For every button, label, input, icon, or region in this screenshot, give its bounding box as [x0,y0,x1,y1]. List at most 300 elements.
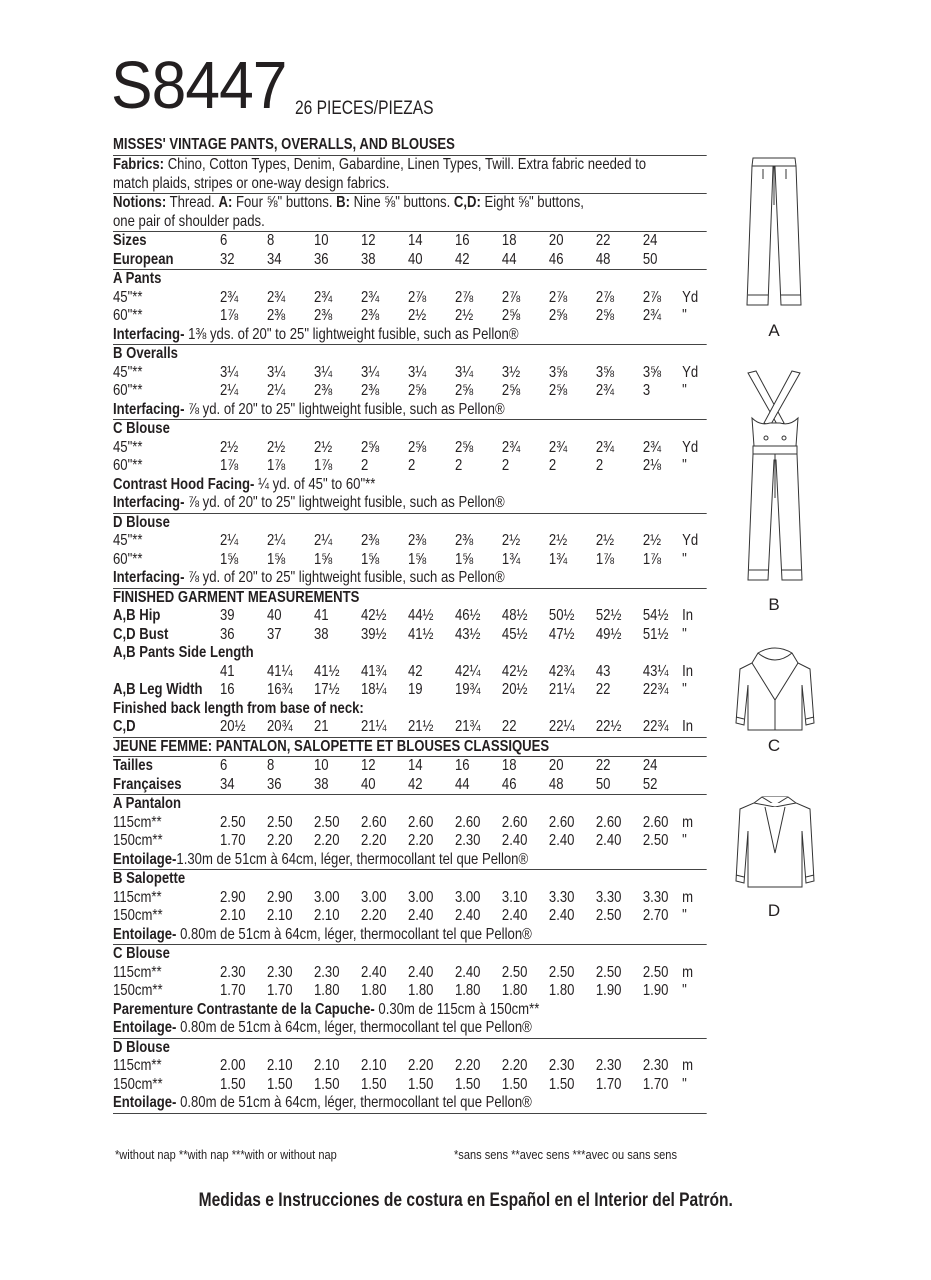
table-cell: 1.80 [407,982,434,999]
table-cell: 44 [501,250,517,268]
text-segment: Nine ⅝" buttons. [350,194,454,211]
table-cell: 2.70 [642,907,669,924]
chart-section [113,231,707,269]
table-cell: 1⅞ [266,457,286,474]
unit-label: Yd [682,363,699,381]
table-cell: 2.10 [266,907,293,924]
table-cell: 2⅞ [642,288,662,306]
table-cell: 36 [266,775,282,793]
row-label: 115cm** [113,813,162,831]
table-cell: 2.40 [501,832,528,849]
text-line [113,945,707,964]
table-cell: 41 [220,662,235,680]
table-row [113,1057,707,1076]
row-label: C,D [113,718,136,735]
unit-label: In [682,662,694,680]
table-cell: 40 [360,775,376,793]
text-line [113,851,707,870]
row-label: 45"** [113,438,143,456]
table-cell: 2¾ [548,438,568,456]
table-cell: 21¼ [548,681,575,698]
table-cell: 44½ [407,607,434,624]
bold-label: D Blouse [113,513,170,531]
text-line [113,194,707,213]
text-segment: Thread. [166,194,219,211]
table-cell: 2⅝ [548,307,568,324]
text-segment: 0.30m de 115cm à 150cm** [374,1000,540,1018]
table-cell: 2⅝ [595,307,615,324]
table-row [113,814,707,833]
bold-label: FINISHED GARMENT MEASUREMENTS [113,588,360,606]
table-cell: 1⅞ [313,457,333,474]
row-label: 150cm** [113,907,163,924]
row-label: 60"** [113,307,143,324]
row-label: C,D Bust [113,625,169,643]
table-cell: 49½ [595,625,622,643]
text-segment: 0.80m de 51cm à 64cm, léger, thermocollant tel que Pellon® [176,925,532,943]
table-cell: 3¼ [454,363,474,381]
text-line [113,700,707,719]
chart-section [113,155,707,193]
table-cell: 3.30 [548,888,575,906]
table-cell: 6 [220,757,228,774]
table-cell: 14 [407,232,423,249]
table-cell: 2.20 [454,1057,481,1074]
unit-label: " [682,457,687,474]
table-cell: 2.10 [266,1057,293,1074]
table-cell: 51½ [642,625,669,643]
table-row [113,889,707,908]
table-cell: 2.30 [548,1057,575,1074]
table-cell: 6 [220,232,228,249]
row-label: 45"** [113,363,143,381]
table-cell: 22½ [595,718,622,735]
view-label-c: C [767,736,781,755]
table-cell: 2½ [220,438,239,456]
table-cell: 2⅝ [454,382,474,399]
table-cell: 38 [313,775,329,793]
table-cell: 1.50 [548,1075,575,1093]
table-cell: 52½ [595,607,622,624]
row-label: A,B Hip [113,607,161,624]
table-cell: 1.80 [360,982,387,999]
table-row [113,982,707,1001]
chart-section [113,269,707,344]
bold-label: Entoilage- [113,850,177,868]
table-cell: 2⅞ [595,288,615,306]
table-cell: 50 [595,775,611,793]
table-cell: 2⅜ [266,307,286,324]
table-cell: 18 [501,232,517,249]
text-segment: ¼ yd. of 45" to 60"** [254,475,376,493]
table-cell: 37 [266,625,282,643]
table-cell: 2.60 [407,813,434,831]
table-cell: 1⅝ [313,550,333,568]
bold-label: A Pants [113,270,162,287]
table-cell: 22¾ [642,718,669,735]
table-row [113,457,707,476]
table-cell: 2½ [642,532,662,549]
table-cell: 24 [642,757,658,774]
unit-label: " [682,1075,687,1093]
bold-label: Finished back length from base of neck: [113,699,364,717]
text-segment: ⅞ yd. of 20" to 25" lightweight fusible, such as Pellon® [184,494,505,511]
table-cell: 22¾ [642,681,669,698]
table-cell: 2.50 [548,963,575,981]
unit-label: m [682,888,694,906]
table-cell: 10 [313,757,329,774]
text-line [113,345,707,364]
table-cell: 46 [548,250,564,268]
text-segment: 0.80m de 51cm à 64cm, léger, thermocollant tel que Pellon® [176,1019,532,1036]
table-cell: 2.60 [642,813,669,831]
bold-label: A: [218,194,233,211]
table-cell: 1⅝ [407,550,427,568]
table-cell: 21½ [407,718,434,735]
table-cell: 45½ [501,625,528,643]
table-cell: 2¾ [595,382,615,399]
table-cell: 2.40 [548,832,575,849]
piece-count: 26 PIECES/PIEZAS [295,98,434,119]
table-cell: 2½ [454,307,474,324]
spanish-instructions-note [0,1190,931,1212]
bold-label: Parementure Contrastante de la Capuche- [113,1000,375,1018]
table-cell: 2 [548,457,557,474]
text-line [113,795,707,814]
unit-label: " [682,832,687,849]
table-cell: 1⅝ [220,550,239,568]
table-cell: 43¼ [642,662,669,680]
table-cell: 14 [407,757,423,774]
table-cell: 17½ [313,681,340,698]
text-segment: match plaids, stripes or one-way design fabrics. [113,174,390,192]
table-cell: 3.30 [595,888,622,906]
table-cell: 43 [595,662,611,680]
footnote-english: *without nap **with nap ***with or without nap [115,1147,337,1162]
table-cell: 3.00 [407,888,434,906]
row-label: 45"** [113,288,143,306]
row-label: Tailles [113,757,153,774]
table-cell: 2.20 [313,832,340,849]
table-row [113,551,707,570]
table-cell: 2¾ [595,438,615,456]
table-cell: 41 [313,607,329,624]
table-cell: 19¾ [454,681,481,698]
table-row [113,382,707,401]
text-segment: Four ⅝" buttons. [232,194,337,211]
table-cell: 1⅝ [360,550,380,568]
bold-label: D Blouse [113,1038,170,1056]
table-cell: 1.50 [360,1075,387,1093]
unit-label: m [682,963,694,981]
unit-label: " [682,307,687,324]
table-cell: 1.70 [220,982,246,999]
table-cell: 2.10 [313,1057,340,1074]
text-line [113,1001,707,1020]
table-cell: 1.80 [313,982,340,999]
table-cell: 2.60 [454,813,481,831]
table-cell: 22 [501,718,517,735]
row-label: European [113,250,174,268]
table-cell: 3.00 [454,888,481,906]
table-cell: 36 [220,625,235,643]
bold-label: Interfacing- [113,325,185,343]
table-cell: 1.70 [220,832,246,849]
table-row [113,251,707,270]
text-line [113,213,707,232]
table-row [113,1076,707,1095]
table-cell: 20¾ [266,718,293,735]
table-cell: 2½ [548,532,568,549]
text-line [113,156,707,175]
unit-label: In [682,607,694,624]
chart-section [113,193,707,231]
table-cell: 1.50 [501,1075,528,1093]
text-line [113,494,707,513]
view-a-pants-drawing [740,155,810,315]
table-cell: 54½ [642,607,669,624]
table-cell: 42 [407,662,423,680]
view-b-overalls-drawing [740,368,810,588]
table-cell: 2.20 [266,832,293,849]
row-label: 150cm** [113,1075,163,1093]
table-row [113,718,707,737]
table-cell: 41¾ [360,662,387,680]
table-cell: 16 [454,232,470,249]
table-cell: 2¾ [642,438,662,456]
table-cell: 2 [407,457,416,474]
unit-label: " [682,681,687,698]
table-cell: 2.50 [501,963,528,981]
table-cell: 2.60 [595,813,622,831]
bold-label: Interfacing- [113,569,185,586]
view-label-d: D [767,901,781,920]
row-label: 115cm** [113,963,162,981]
text-line [113,514,707,533]
row-label: 150cm** [113,832,163,849]
table-cell: 2.40 [595,832,622,849]
table-cell: 2.40 [360,963,387,981]
unit-label: m [682,1057,694,1074]
table-cell: 2¼ [266,382,286,399]
table-cell: 2.50 [266,813,293,831]
table-cell: 2.10 [360,1057,387,1074]
table-cell: 2½ [501,532,521,549]
table-cell: 43½ [454,625,481,643]
table-cell: 2⅝ [454,438,474,456]
table-cell: 2½ [266,438,286,456]
table-cell: 22 [595,757,611,774]
table-cell: 2.40 [454,963,481,981]
table-cell: 2.40 [454,907,481,924]
table-cell: 2.50 [642,963,669,981]
table-cell: 1.80 [548,982,575,999]
table-cell: 2.10 [220,907,246,924]
chart-section [113,1038,707,1113]
bold-label: C Blouse [113,945,170,962]
table-cell: 50 [642,250,658,268]
table-cell: 2.20 [407,1057,434,1074]
table-cell: 2¾ [360,288,380,306]
chart-section [113,588,707,737]
bold-label: Interfacing- [113,494,185,511]
table-cell: 36 [313,250,329,268]
table-cell: 8 [266,757,275,774]
bold-label: Entoilage- [113,1019,177,1036]
table-row [113,439,707,458]
text-segment: 1⅜ yds. of 20" to 25" lightweight fusible, such as Pellon® [184,325,519,343]
table-cell: 2½ [313,438,333,456]
table-cell: 1⅞ [220,307,239,324]
table-cell: 2 [595,457,604,474]
bold-label: Fabrics: [113,156,165,173]
table-cell: 2⅝ [501,307,521,324]
table-cell: 2¾ [313,288,333,306]
pattern-subtitle: MISSES' VINTAGE PANTS, OVERALLS, AND BLOUSES [113,136,455,153]
table-cell: 2⅞ [407,288,427,306]
table-cell: 3¼ [220,363,239,381]
bold-label: A Pantalon [113,795,182,812]
table-cell: 3⅝ [642,363,662,381]
table-cell: 3¼ [407,363,427,381]
text-line [113,569,707,588]
pattern-number: S8447 [111,48,287,123]
table-cell: 2.40 [407,963,434,981]
text-segment: one pair of shoulder pads. [113,212,265,230]
table-cell: 18 [501,757,517,774]
table-cell: 2.40 [501,907,528,924]
table-cell: 2.60 [501,813,528,831]
table-cell: 2⅜ [360,532,380,549]
table-cell: 3.10 [501,888,528,906]
bold-label: B Salopette [113,870,186,887]
table-cell: 41½ [407,625,434,643]
table-cell: 2¼ [220,532,239,549]
table-cell: 42 [407,775,423,793]
table-cell: 40 [266,607,282,624]
table-cell: 47½ [548,625,575,643]
unit-label: " [682,550,687,568]
text-line [113,870,707,889]
table-cell: 1⅝ [454,550,474,568]
text-line [113,926,707,945]
table-cell: 34 [220,775,235,793]
text-segment: Chino, Cotton Types, Denim, Gabardine, Linen Types, Twill. Extra fabric needed to [164,156,647,173]
table-cell: 2.30 [595,1057,622,1074]
text-segment: Eight ⅝" buttons, [480,194,584,211]
table-row [113,626,707,645]
table-cell: 2⅝ [407,438,427,456]
table-cell: 34 [266,250,282,268]
table-cell: 16¾ [266,681,293,698]
table-cell: 2⅜ [313,382,333,399]
table-cell: 2⅜ [407,532,427,549]
row-label: 115cm** [113,888,162,906]
chart-section [113,794,707,869]
table-cell: 20½ [220,718,246,735]
divider [113,1113,707,1114]
row-label: 60"** [113,457,143,474]
bold-label: A,B Pants Side Length [113,644,254,661]
table-row [113,757,707,776]
table-cell: 2⅞ [454,288,474,306]
table-cell: 3¼ [313,363,333,381]
table-row [113,907,707,926]
table-cell: 22 [595,232,611,249]
text-segment: ⅞ yd. of 20" to 25" lightweight fusible, such as Pellon® [184,400,505,418]
table-row [113,532,707,551]
table-row [113,232,707,251]
bold-label: Notions: [113,194,167,211]
table-cell: 20 [548,232,564,249]
table-cell: 1.80 [501,982,528,999]
table-cell: 1.50 [266,1075,293,1093]
unit-label: " [682,982,687,999]
table-cell: 10 [313,232,329,249]
unit-label: " [682,382,687,399]
table-cell: 1.70 [595,1075,622,1093]
table-cell: 2⅝ [360,438,380,456]
table-cell: 8 [266,232,275,249]
table-cell: 42¾ [548,662,575,680]
table-cell: 2.60 [548,813,575,831]
view-label-b: B [768,595,780,614]
chart-section [113,513,707,588]
table-cell: 1.50 [313,1075,340,1093]
row-label: 60"** [113,382,143,399]
bold-label: Interfacing- [113,400,185,418]
view-c-hooded-blouse-drawing [730,645,820,735]
view-d-blouse-drawing [730,793,820,893]
table-cell: 2.90 [266,888,293,906]
chart-groups [113,155,707,1113]
chart-section [113,944,707,1038]
row-label: Sizes [113,232,147,249]
table-cell: 2.90 [220,888,246,906]
table-cell: 21 [313,718,329,735]
table-cell: 2¾ [501,438,521,456]
bold-label: B: [336,194,351,211]
table-cell: 2.50 [220,813,246,831]
text-segment: 0.80m de 51cm à 64cm, léger, thermocollant tel que Pellon® [176,1094,532,1111]
table-cell: 48 [548,775,564,793]
unit-label: In [682,718,694,735]
table-cell: 2⅛ [642,457,662,474]
table-cell: 2½ [595,532,615,549]
table-cell: 48½ [501,607,528,624]
unit-label: Yd [682,288,699,306]
table-cell: 3⅝ [548,363,568,381]
table-row [113,964,707,983]
table-row [113,776,707,795]
table-cell: 2.30 [313,963,340,981]
text-line [113,420,707,439]
footnote-french: *sans sens **avec sens ***avec ou sans sens [454,1147,677,1162]
unit-label: Yd [682,532,699,549]
table-cell: 2.30 [266,963,293,981]
text-line [113,175,707,194]
table-row [113,681,707,700]
chart-section [113,419,707,513]
chart-section [113,737,707,757]
table-cell: 32 [220,250,235,268]
table-cell: 20 [548,757,564,774]
table-cell: 2.50 [313,813,340,831]
table-row [113,307,707,326]
row-label: A,B Leg Width [113,681,203,698]
table-cell: 2.20 [501,1057,528,1074]
table-cell: 42¼ [454,662,481,680]
